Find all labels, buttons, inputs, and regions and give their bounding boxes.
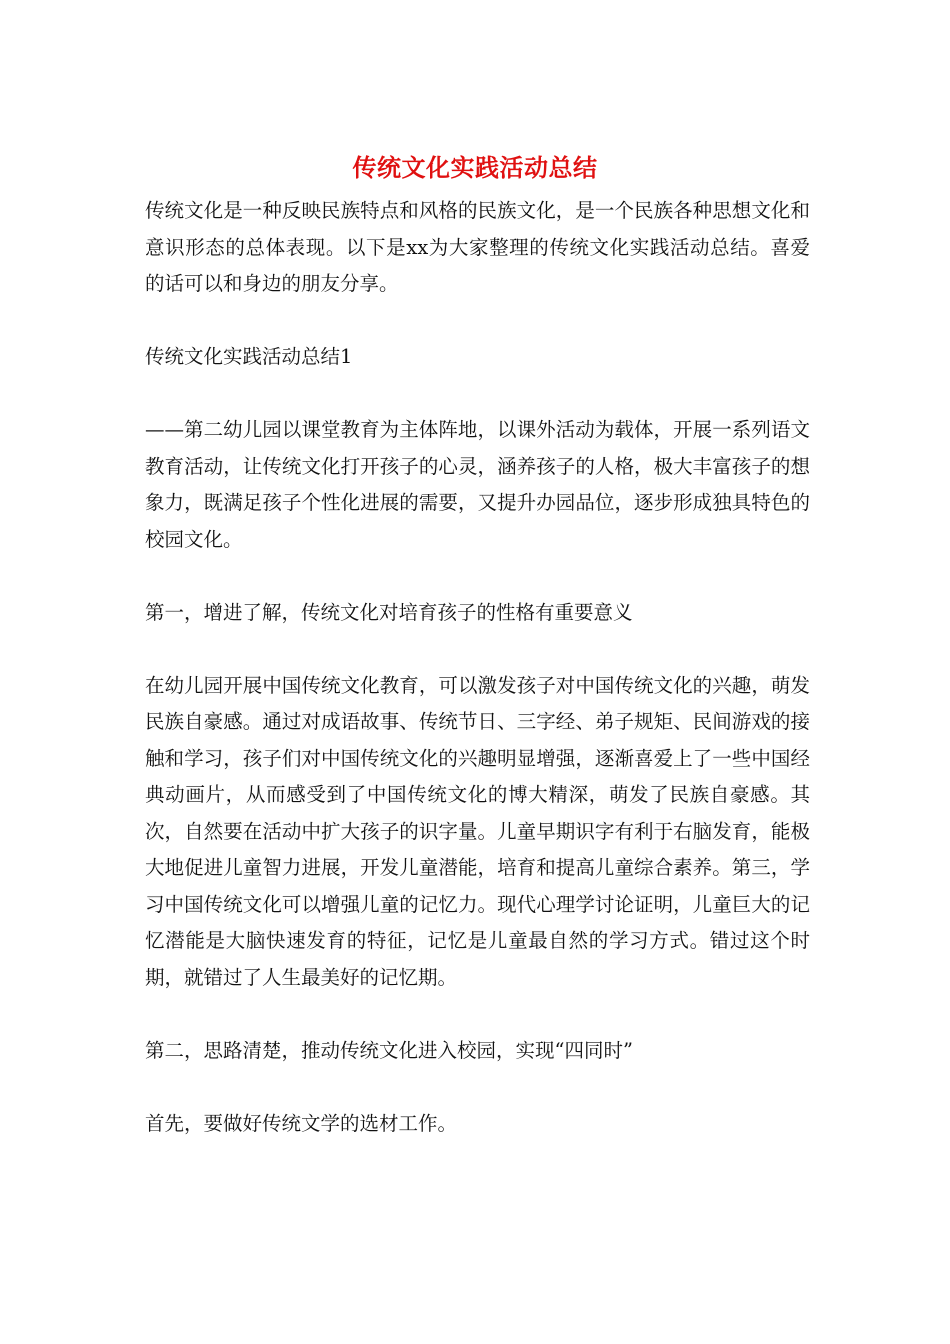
document-title: 传统文化实践活动总结: [352, 153, 598, 182]
point-one-paragraph: 在幼儿园开展中国传统文化教育，可以激发孩子对中国传统文化的兴趣，萌发民族自豪感。通过对成语故事、传统节日、三字经、弟子规矩、民间游戏的接触和学习，孩子们对中国传统文化的兴趣明显增强，逐渐喜爱上了一些中国经典动画片，从而感受到了中国传统文化的博大精深，萌发了民族自豪感。其次，自然要在活动中扩大孩子的识字量。儿童早期识字有利于右脑发育，能极大地促进儿童智力进展，开发儿童潜能，培育和提高儿童综合素养。第三，学习中国传统文化可以增强儿童的记忆力。现代心理学讨论证明，儿童巨大的记忆潜能是大脑快速发育的特征，记忆是儿童最自然的学习方式。错过这个时期，就错过了人生最美好的记忆期。: [145, 673, 810, 989]
section-heading-summary-1: 传统文化实践活动总结1: [145, 345, 353, 368]
first-step-paragraph: 首先，要做好传统文学的选材工作。: [145, 1111, 458, 1135]
point-two-heading: 第二，思路清楚，推动传统文化进入校园，实现“四同时”: [145, 1038, 633, 1062]
intro-paragraph: 传统文化是一种反映民族特点和风格的民族文化，是一个民族各种思想文化和意识形态的总体表现。以下是xx为大家整理的传统文化实践活动总结。喜爱的话可以和身边的朋友分享。: [145, 199, 810, 295]
point-one-heading: 第一，增进了解，传统文化对培育孩子的性格有重要意义: [145, 600, 633, 624]
document-body: [145, 193, 810, 1142]
kindergarten-paragraph: ——第二幼儿园以课堂教育为主体阵地，以课外活动为载体，开展一系列语文教育活动，让传统文化打开孩子的心灵，涵养孩子的人格，极大丰富孩子的想象力，既满足孩子个性化进展的需要，又提升办园品位，逐步形成独具特色的校园文化。: [145, 418, 810, 551]
